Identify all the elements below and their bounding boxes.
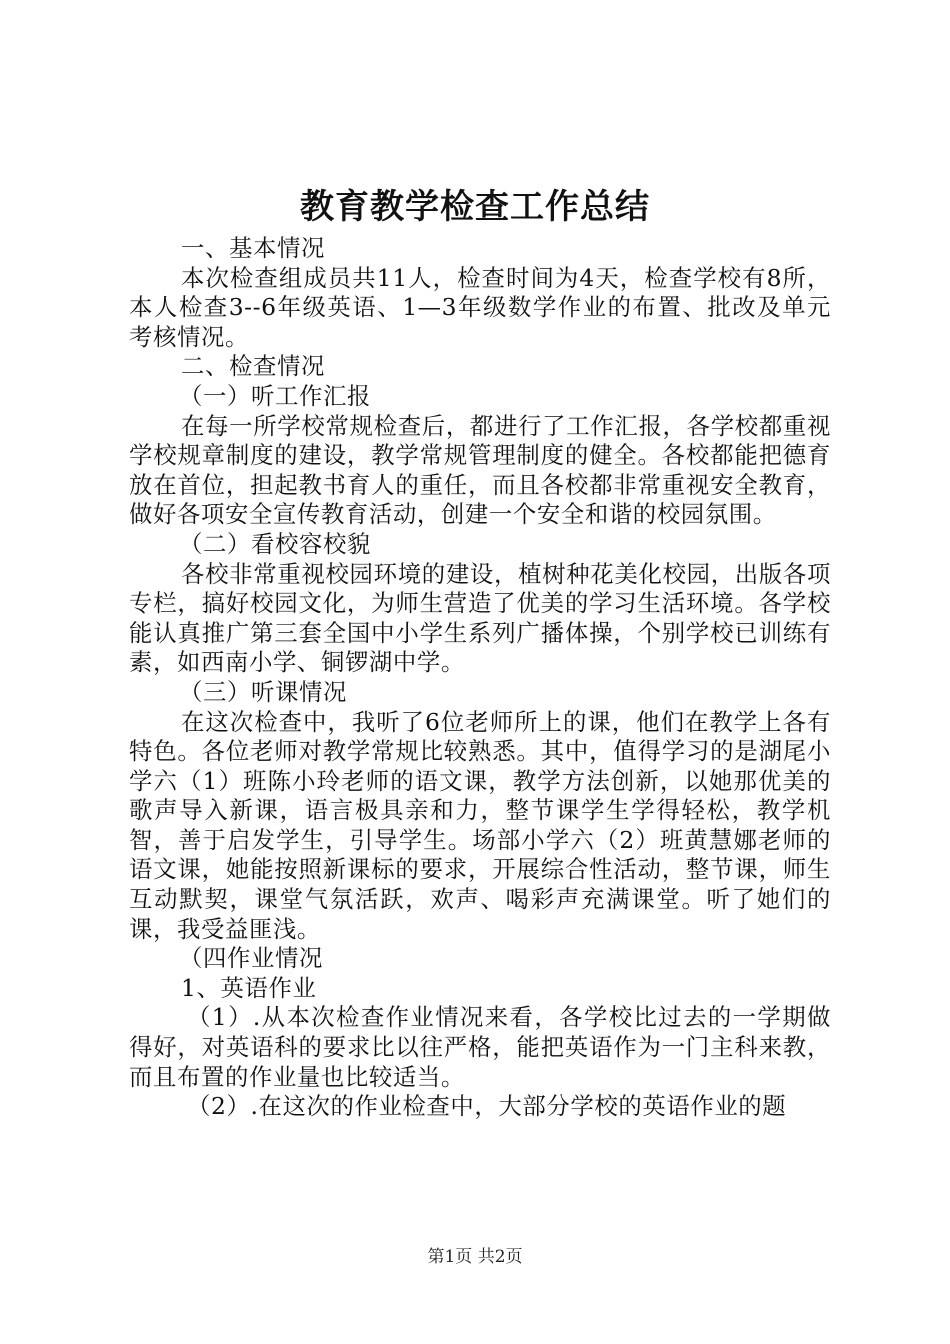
paragraph-lessons: 在这次检查中，我听了6位老师所上的课，他们在教学上各有特色。各位老师对教学常规比较熟悉。其中，值得学习的是湖尾小学六（1）班陈小玲老师的语文课，教学方法创新，以她那优美的歌声导入新课，语言极具亲和力，整节课学生学得轻松，教学机智，善于启发学生，引导学生。场部小学六（2）班黄慧娜老师的语文课，她能按照新课标的要求，开展综合性活动，整节课，师生互动默契，课堂气氛活跃，欢声、喝彩声充满课堂。听了她们的课，我受益匪浅。 (129, 707, 831, 943)
subheading-lessons: （三）听课情况 (179, 677, 347, 706)
subheading-campus: （二）看校容校貌 (179, 529, 371, 558)
subheading-work-report: （一）听工作汇报 (179, 381, 371, 410)
paragraph-english-homework-1: （1）.从本次检查作业情况来看，各学校比过去的一学期做得好，对英语科的要求比以往严格，能把英语作为一门主科来教，而且布置的作业量也比较适当。 (129, 1003, 831, 1091)
document-title: 教育教学检查工作总结 (300, 187, 650, 227)
paragraph-english-homework-2: （2）.在这次的作业检查中，大部分学校的英语作业的题 (187, 1092, 787, 1121)
paragraph-work-report: 在每一所学校常规检查后，都进行了工作汇报，各学校都重视学校规章制度的建设，教学常规管理制度的健全。各校都能把德育放在首位，担起教书育人的重任，而且各校都非常重视安全教育，做好各项安全宣传教育活动，创建一个安全和谐的校园氛围。 (129, 411, 831, 529)
document-body (129, 234, 831, 1122)
heading-inspection: 二、检查情况 (181, 352, 325, 381)
subheading-homework: （四作业情况 (179, 944, 323, 973)
heading-english-homework: 1、英语作业 (181, 973, 317, 1002)
paragraph-campus: 各校非常重视校园环境的建设，植树种花美化校园，出版各项专栏，搞好校园文化，为师生营造了优美的学习生活环境。各学校能认真推广第三套全国中小学生系列广播体操，个别学校已训练有素，如西南小学、铜锣湖中学。 (129, 559, 831, 677)
paragraph-basic-info: 本次检查组成员共11人，检查时间为4天，检查学校有8所，本人检查3--6年级英语、1—3年级数学作业的布置、批改及单元考核情况。 (129, 263, 831, 351)
heading-basic-info: 一、基本情况 (181, 234, 325, 262)
page-number-footer: 第1页 共2页 (427, 1247, 523, 1267)
